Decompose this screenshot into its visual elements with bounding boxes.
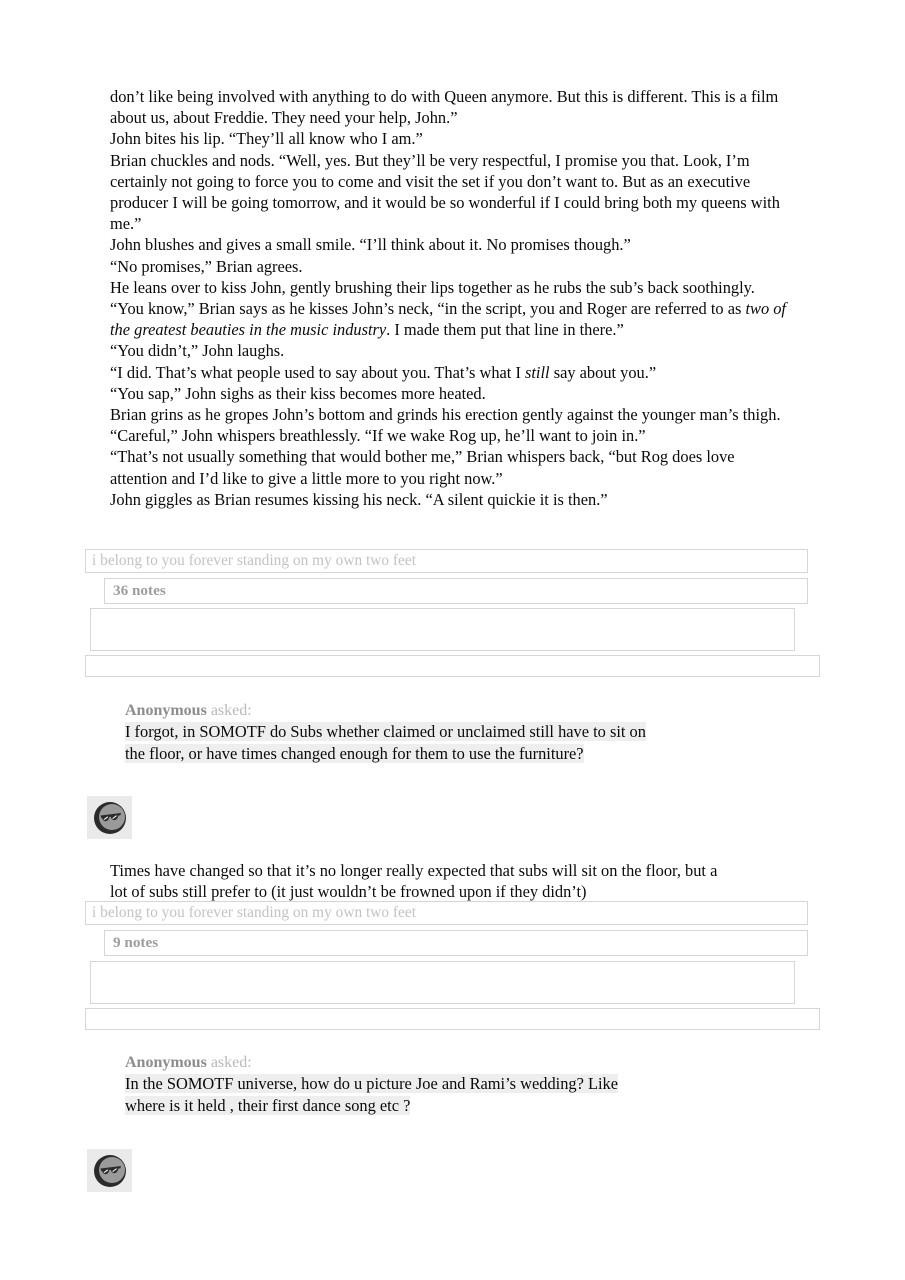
asker-name: Anonymous	[125, 1054, 207, 1071]
asked-verb: asked:	[210, 1054, 252, 1071]
question-line: the floor, or have times changed enough for them to use the furniture?	[125, 743, 584, 763]
italic-line-before: “You know,” Brian says as he kisses John’s neck, “in the script, you and Roger are referred to as	[110, 299, 746, 319]
ask-header-line	[125, 700, 252, 721]
notes-count-text: 9 notes	[113, 934, 159, 951]
question-line: I forgot, in SOMOTF do Subs whether claimed or unclaimed still have to sit on	[125, 722, 646, 741]
prose-paragraph: don’t like being involved with anything to do with Queen anymore. But this is different. This is a film about us, about Freddie. They need your help, John.”	[110, 87, 779, 128]
story-prose-body	[110, 86, 794, 510]
notes-count-text: 36 notes	[113, 582, 166, 599]
post-answer-text	[110, 860, 800, 902]
ask-header-line	[125, 1052, 252, 1073]
post-notes-bar[interactable]	[104, 578, 808, 604]
prose-paragraph: “That’s not usually something that would bother me,” Brian whispers back, “but Rog does love attention and I’d like to give a little more to you right now.”	[110, 447, 735, 488]
prose-paragraph: Brian chuckles and nods. “Well, yes. But they’ll be very respectful, I promise you that. Look, I’m certainly not going to force you to come and visit the set if you don’t want to. But as an executive producer I will be going tomorrow, and it would be so wonderful if I could bring both my queens with me.”	[110, 150, 780, 234]
asker-name: Anonymous	[125, 702, 207, 719]
answer-line: lot of subs still prefer to (it just wouldn’t be frowned upon if they didn’t)	[110, 882, 587, 902]
prose-paragraph: “You didn’t,” John laughs.	[110, 341, 285, 361]
sunglasses-face-icon	[93, 1154, 127, 1188]
post-blog-title-bar[interactable]	[85, 901, 808, 925]
prose-paragraph: “Careful,” John whispers breathlessly. “If we wake Rog up, he’ll want to join in.”	[110, 426, 646, 446]
avatar[interactable]	[87, 796, 132, 839]
post-footer-frame	[85, 1008, 820, 1030]
italic-line-emphasis: two of the greatest beauties in the music industry	[110, 299, 786, 340]
avatar[interactable]	[87, 1149, 132, 1192]
prose-paragraph-with-italic	[110, 298, 794, 340]
still-line-before: “I did. That’s what people used to say about you. That’s what I	[110, 362, 525, 382]
prose-paragraph: He leans over to kiss John, gently brushing their lips together as he rubs the sub’s back soothingly.	[110, 277, 755, 297]
question-line: where is it held , their first dance song etc ?	[125, 1095, 411, 1115]
ask-question-text	[125, 1073, 765, 1116]
question-line: In the SOMOTF universe, how do u picture Joe and Rami’s wedding? Like	[125, 1074, 618, 1093]
prose-paragraph: John bites his lip. “They’ll all know who I am.”	[110, 129, 423, 149]
prose-paragraph: John giggles as Brian resumes kissing his neck. “A silent quickie it is then.”	[110, 489, 608, 509]
post-content-frame	[90, 961, 795, 1004]
post-footer-frame	[85, 655, 820, 677]
ask-question-text	[125, 721, 765, 764]
prose-paragraph: John blushes and gives a small smile. “I’ll think about it. No promises though.”	[110, 235, 631, 255]
post-content-frame	[90, 608, 795, 651]
prose-paragraph: Brian grins as he gropes John’s bottom and grinds his erection gently against the younger man’s thigh.	[110, 405, 781, 425]
still-line-after: say about you.”	[549, 362, 657, 382]
prose-paragraph: “You sap,” John sighs as their kiss becomes more heated.	[110, 383, 486, 403]
post-blog-title-bar[interactable]	[85, 549, 808, 573]
prose-paragraph: “No promises,” Brian agrees.	[110, 256, 303, 276]
blog-title-text: i belong to you forever standing on my own two feet	[92, 904, 416, 921]
post-notes-bar[interactable]	[104, 930, 808, 956]
italic-line-after: . I made them put that line in there.”	[386, 320, 624, 340]
prose-paragraph-still	[110, 362, 794, 383]
answer-line: Times have changed so that it’s no longer really expected that subs will sit on the floor, but a	[110, 861, 718, 880]
blog-title-text: i belong to you forever standing on my own two feet	[92, 552, 416, 569]
asked-verb: asked:	[210, 702, 252, 719]
still-emphasis: still	[525, 362, 550, 382]
sunglasses-face-icon	[93, 801, 127, 835]
